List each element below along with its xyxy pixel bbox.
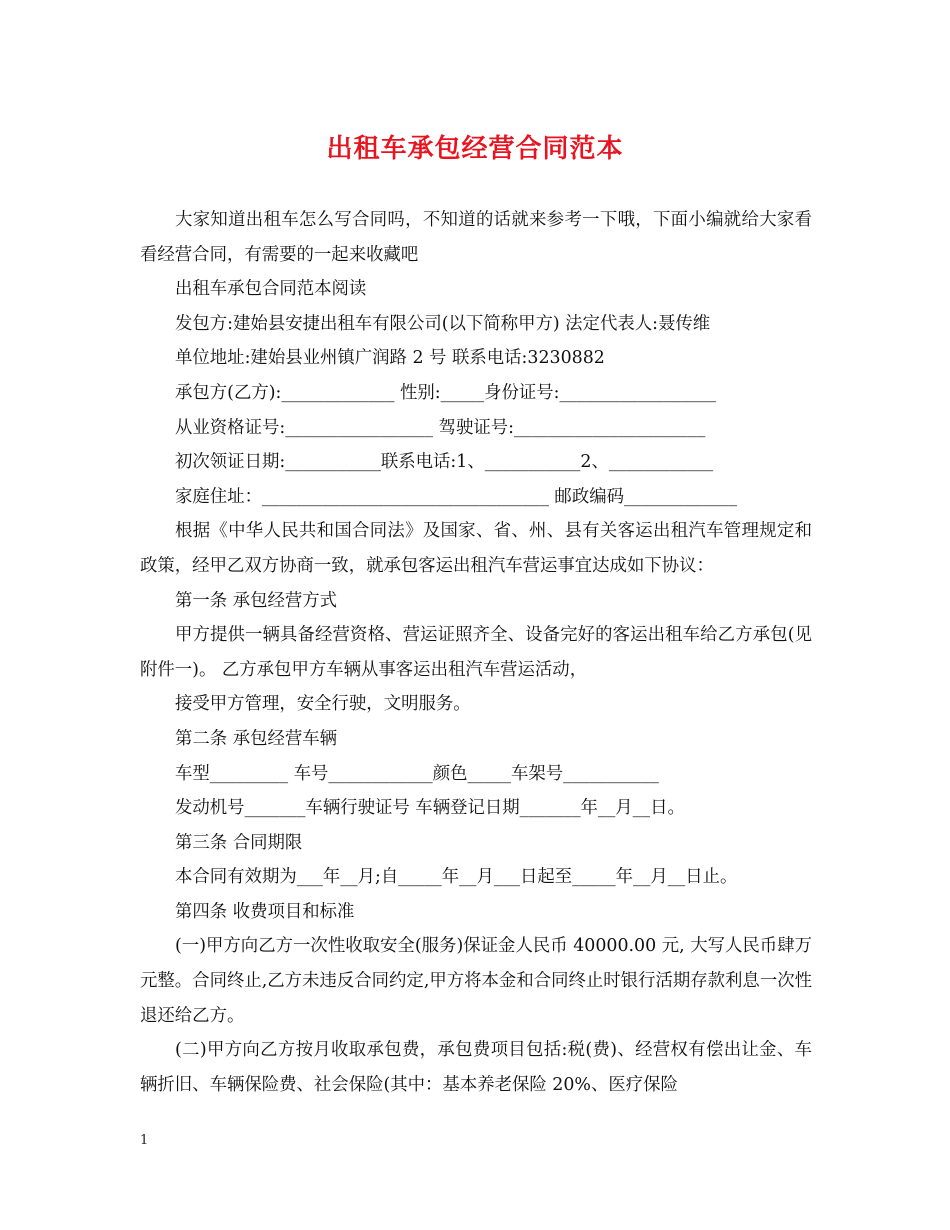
article-3-heading: 第三条 合同期限 [175,832,303,853]
article-1-heading: 第一条 承包经营方式 [175,590,338,611]
subheading-reading: 出租车承包合同范本阅读 [175,279,367,300]
intro-paragraph: 大家知道出租车怎么写合同吗，不知道的话就来参考一下哦，下面小编就给大家看看经营合同，有需要的一起来收藏吧 [140,210,812,265]
engine-info-line: 发动机号_______车辆行驶证号 车辆登记日期_______年__月__日。 [175,798,685,819]
address-line: 单位地址:建始县业州镇广润路 2 号 联系电话:3230882 [175,348,605,369]
article-4-heading: 第四条 收费项目和标准 [175,901,355,922]
article-2-heading: 第二条 承包经营车辆 [175,728,338,749]
first-license-date-line: 初次领证日期:___________联系电话:1、___________2、____________ [175,452,714,473]
party-a-line: 发包方:建始县安捷出租车有限公司(以下简称甲方) 法定代表人:聂传维 [175,313,711,334]
fee-item-2: (二)甲方向乙方按月收取承包费，承包费项目包括:税(费)、经营权有偿出让金、车辆折旧、车辆保险费、社会保险(其中：基本养老保险 20%、医疗保险 [140,1040,812,1095]
party-b-line: 承包方(乙方):_____________ 性别:_____身份证号:__________________ [175,382,717,403]
article-1-text: 甲方提供一辆具备经营资格、营运证照齐全、设备完好的客运出租车给乙方承包(见附件一)。 乙方承包甲方车辆从事客运出租汽车营运活动， [140,625,812,680]
contract-term-line: 本合同有效期为___年__月;自_____年__月___日起至_____年__月__日止。 [175,867,738,888]
page-number: 1 [140,1133,149,1148]
article-1-text-cont: 接受甲方管理，安全行驶，文明服务。 [175,694,471,715]
document-body [140,203,812,1102]
home-address-line: 家庭住址：_________________________________ 邮政编码_____________ [175,486,738,507]
fee-item-1: (一)甲方向乙方一次性收取安全(服务)保证金人民币 40000.00 元, 大写人民币肆万元整。合同终止,乙方未违反合同约定,甲方将本金和合同终止时银行活期存款利息一次性退还给乙方。 [140,936,812,1026]
license-line: 从业资格证号:_________________ 驾驶证号:______________________ [175,417,706,438]
document-title: 出租车承包经营合同范本 [326,134,624,164]
vehicle-info-line: 车型_________ 车号____________颜色_____车架号___________ [175,763,659,784]
legal-basis-paragraph: 根据《中华人民共和国合同法》及国家、省、州、县有关客运出租汽车管理规定和政策，经甲乙双方协商一致，就承包客运出租汽车营运事宜达成如下协议： [140,521,812,576]
